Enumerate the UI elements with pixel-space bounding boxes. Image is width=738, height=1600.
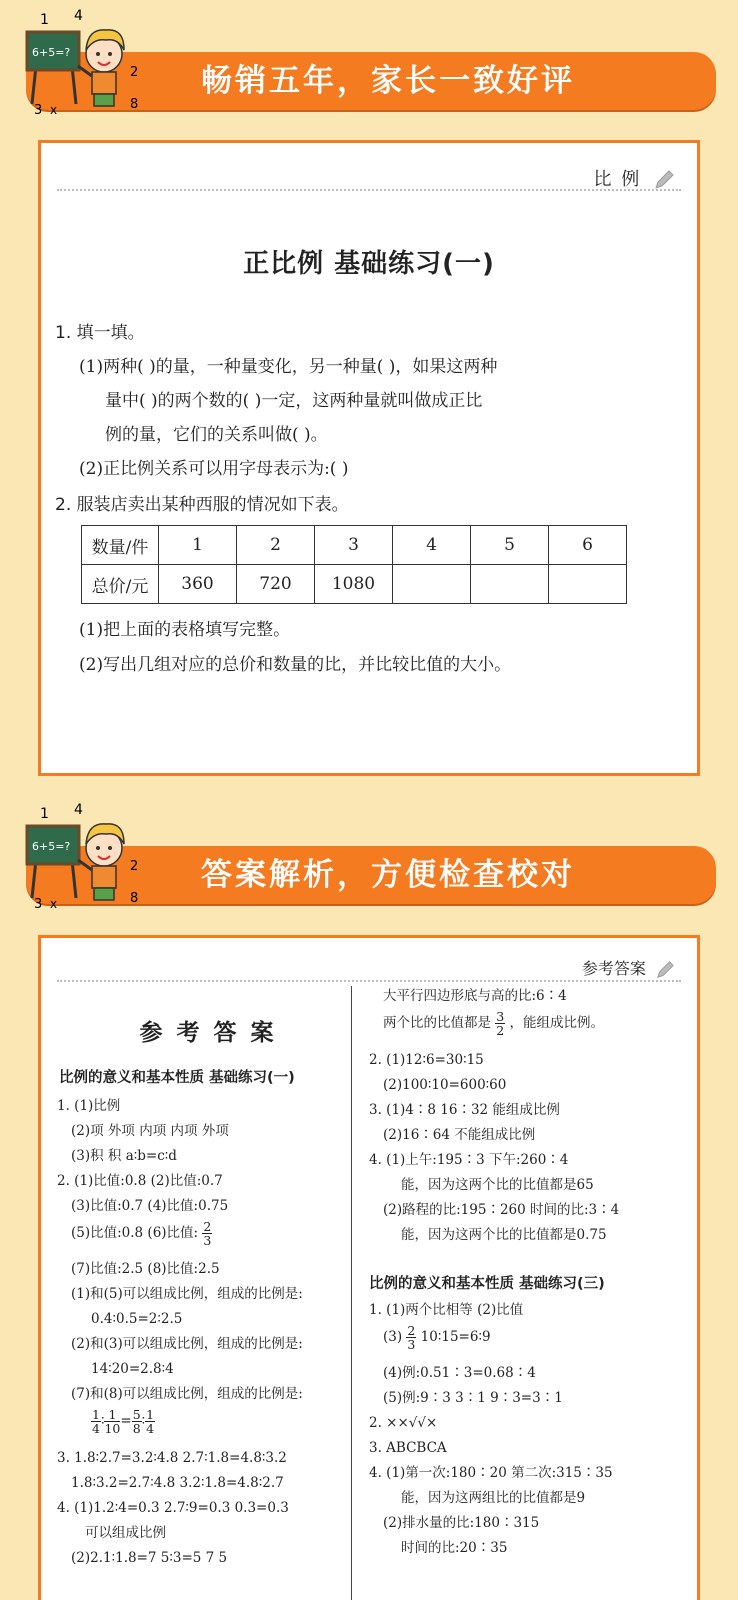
- answer-line: 1. (1)两个比相等 (2)比值: [369, 1302, 524, 1318]
- fraction: $\frac{1}{10}$: [104, 1407, 121, 1436]
- answer-line: 2. ××√√×: [369, 1415, 438, 1431]
- pencil-icon: [653, 169, 675, 191]
- table-cell: 720: [237, 565, 315, 604]
- mascot-number: 4: [74, 802, 83, 818]
- table-cell: 4: [393, 526, 471, 565]
- answer-line: 3. 1.8∶2.7=3.2∶4.8 2.7∶1.8=4.8∶3.2: [57, 1450, 287, 1466]
- answer-line: 2. (1)12∶6=30∶15: [369, 1052, 484, 1068]
- mascot-number: 1: [40, 806, 49, 822]
- question-2-heading: 2. 服装店卖出某种西服的情况如下表。: [55, 495, 349, 515]
- fraction: $\frac{1}{4}$: [92, 1407, 100, 1436]
- answer-line: (2)100∶10=600∶60: [383, 1077, 507, 1093]
- question-1-line: (1)两种( )的量，一种量变化，另一种量( )，如果这两种: [79, 357, 498, 377]
- table-cell: 1080: [315, 565, 393, 604]
- answer-line: $\frac{1}{4}$ ∶ $\frac{1}{10}$ = $\frac{5}{8}$ ∶ $\frac{1}{4}$: [92, 1407, 155, 1436]
- mascot-number: 2: [130, 65, 139, 80]
- section-tag: [582, 956, 675, 980]
- section-label: 比 例: [593, 169, 642, 190]
- answer-text: (5)比值:0.8 (6)比值:: [71, 1225, 199, 1241]
- answers-title: 参考答案: [139, 1020, 288, 1046]
- fraction: $\frac{2}{3}$: [407, 1323, 416, 1352]
- answer-text: 两个比的比值都是: [383, 1015, 491, 1031]
- banner-title: 答案解析，方便检查校对: [201, 857, 575, 893]
- question-1-line: (2)正比例关系可以用字母表示为:( ): [79, 459, 349, 479]
- answer-line: (2)2.1∶1.8=7 5∶3=5 7 5: [71, 1550, 228, 1566]
- mascot-number: 3: [34, 897, 43, 912]
- answer-line: [383, 1010, 604, 1037]
- mascot-number: 3: [34, 103, 43, 118]
- table-cell: 1: [159, 526, 237, 565]
- mascot-number: 1: [40, 12, 49, 28]
- question-1-line: 量中( )的两个数的( )一定，这两种量就叫做成正比: [105, 391, 483, 411]
- question-1-line: 例的量，它们的关系叫做( )。: [105, 425, 328, 445]
- answer-line: 能，因为这两个比的比值都是0.75: [401, 1227, 607, 1243]
- answer-line: 时间的比:20∶35: [401, 1540, 508, 1556]
- answer-line: (4)例:0.51∶3=0.68∶4: [383, 1365, 536, 1381]
- answer-line: 3. ABCBCA: [369, 1440, 447, 1456]
- question-1-heading: 1. 填一填。: [55, 323, 145, 343]
- answer-line: [71, 1220, 212, 1247]
- question-2-sub: (1)把上面的表格填写完整。: [79, 620, 291, 640]
- question-2-sub: (2)写出几组对应的总价和数量的比，并比较比值的大小。: [79, 655, 512, 675]
- answer-heading: 比例的意义和基本性质 基础练习(一): [59, 1070, 295, 1086]
- table-cell: 2: [237, 526, 315, 565]
- answer-line: (2)项 外项 内项 内项 外项: [71, 1123, 229, 1139]
- table-cell: 360: [159, 565, 237, 604]
- table-row: [82, 565, 627, 604]
- answers-panel: [38, 935, 700, 1600]
- answer-line: 0.4∶0.5=2∶2.5: [91, 1311, 183, 1327]
- answer-line: [383, 1324, 491, 1351]
- answer-line: 4. (1)上午:195∶3 下午:260∶4: [369, 1152, 569, 1168]
- answer-line: 4. (1)1.2∶4=0.3 2.7∶9=0.3 0.3=0.3: [57, 1500, 289, 1516]
- answer-line: (2)路程的比:195∶260 时间的比:3∶4: [383, 1202, 620, 1218]
- answer-line: (2)排水量的比:180∶315: [383, 1515, 540, 1531]
- mascot-illustration: [22, 800, 147, 915]
- answer-line: 能，因为这两组比的比值都是9: [401, 1490, 586, 1506]
- answer-line: (7)和(8)可以组成比例，组成的比例是:: [71, 1386, 303, 1402]
- fraction: $\frac{5}{8}$: [132, 1407, 141, 1436]
- fraction: $\frac{3}{2}$: [496, 1009, 505, 1038]
- table-cell: [393, 565, 471, 604]
- mascot-number: 4: [74, 8, 83, 24]
- mascot-number: 2: [130, 859, 139, 874]
- answer-line: 4. (1)第一次:180∶20 第二次:315∶35: [369, 1465, 613, 1481]
- answer-heading: 比例的意义和基本性质 基础练习(三): [369, 1276, 605, 1292]
- answer-line: 1.8∶3.2=2.7∶4.8 3.2∶1.8=4.8∶2.7: [71, 1475, 284, 1491]
- table-cell: 总价/元: [82, 565, 159, 604]
- answer-line: (2)和(3)可以组成比例，组成的比例是:: [71, 1336, 303, 1352]
- answer-text: (3): [383, 1329, 403, 1345]
- chalkboard-text: 6+5=?: [32, 46, 71, 59]
- fraction: $\frac{2}{3}$: [203, 1219, 212, 1248]
- answer-line: 1. (1)比例: [57, 1098, 121, 1114]
- column-divider: [351, 986, 352, 1600]
- answer-line: 14∶20=2.8∶4: [91, 1361, 174, 1377]
- answer-text: 10∶15=6∶9: [420, 1329, 491, 1345]
- answer-line: (7)比值:2.5 (8)比值:2.5: [71, 1261, 220, 1277]
- table-cell: 6: [549, 526, 627, 565]
- table-cell: 5: [471, 526, 549, 565]
- answer-line: (1)和(5)可以组成比例，组成的比例是:: [71, 1286, 303, 1302]
- mascot-illustration: [22, 6, 147, 121]
- table-row: [82, 526, 627, 565]
- chalkboard-text: 6+5=?: [32, 840, 71, 853]
- answer-line: (5)例:9∶3 3∶1 9∶3=3∶1: [383, 1390, 563, 1406]
- table-cell: [549, 565, 627, 604]
- answer-line: 3. (1)4∶8 16∶32 能组成比例: [369, 1102, 560, 1118]
- answer-line: 大平行四边形底与高的比:6∶4: [383, 988, 567, 1004]
- answer-line: (3)比值:0.7 (4)比值:0.75: [71, 1198, 229, 1214]
- exercise-panel: [38, 140, 700, 776]
- answer-line: 可以组成比例: [85, 1525, 166, 1541]
- answer-line: (2)16∶64 不能组成比例: [383, 1127, 536, 1143]
- mascot-number: x: [50, 897, 58, 911]
- answer-line: 能，因为这两个比的比值都是65: [401, 1177, 594, 1193]
- banner-title: 畅销五年，家长一致好评: [201, 63, 575, 99]
- answer-line: (3)积 积 a∶b=c∶d: [71, 1148, 177, 1164]
- fraction: $\frac{1}{4}$: [146, 1407, 155, 1436]
- mascot-number: 8: [130, 891, 139, 906]
- price-table: [81, 525, 627, 604]
- section-tag: [594, 165, 675, 191]
- table-cell: [471, 565, 549, 604]
- answer-line: 2. (1)比值:0.8 (2)比值:0.7: [57, 1173, 223, 1189]
- answer-text: ，能组成比例。: [509, 1015, 605, 1031]
- exercise-title: 正比例 基础练习(一): [243, 249, 495, 279]
- mascot-number: x: [50, 103, 58, 117]
- section-label: 参考答案: [581, 959, 646, 978]
- mascot-number: 8: [130, 97, 139, 112]
- table-cell: 3: [315, 526, 393, 565]
- pencil-icon: [655, 960, 675, 980]
- table-cell: 数量/件: [82, 526, 159, 565]
